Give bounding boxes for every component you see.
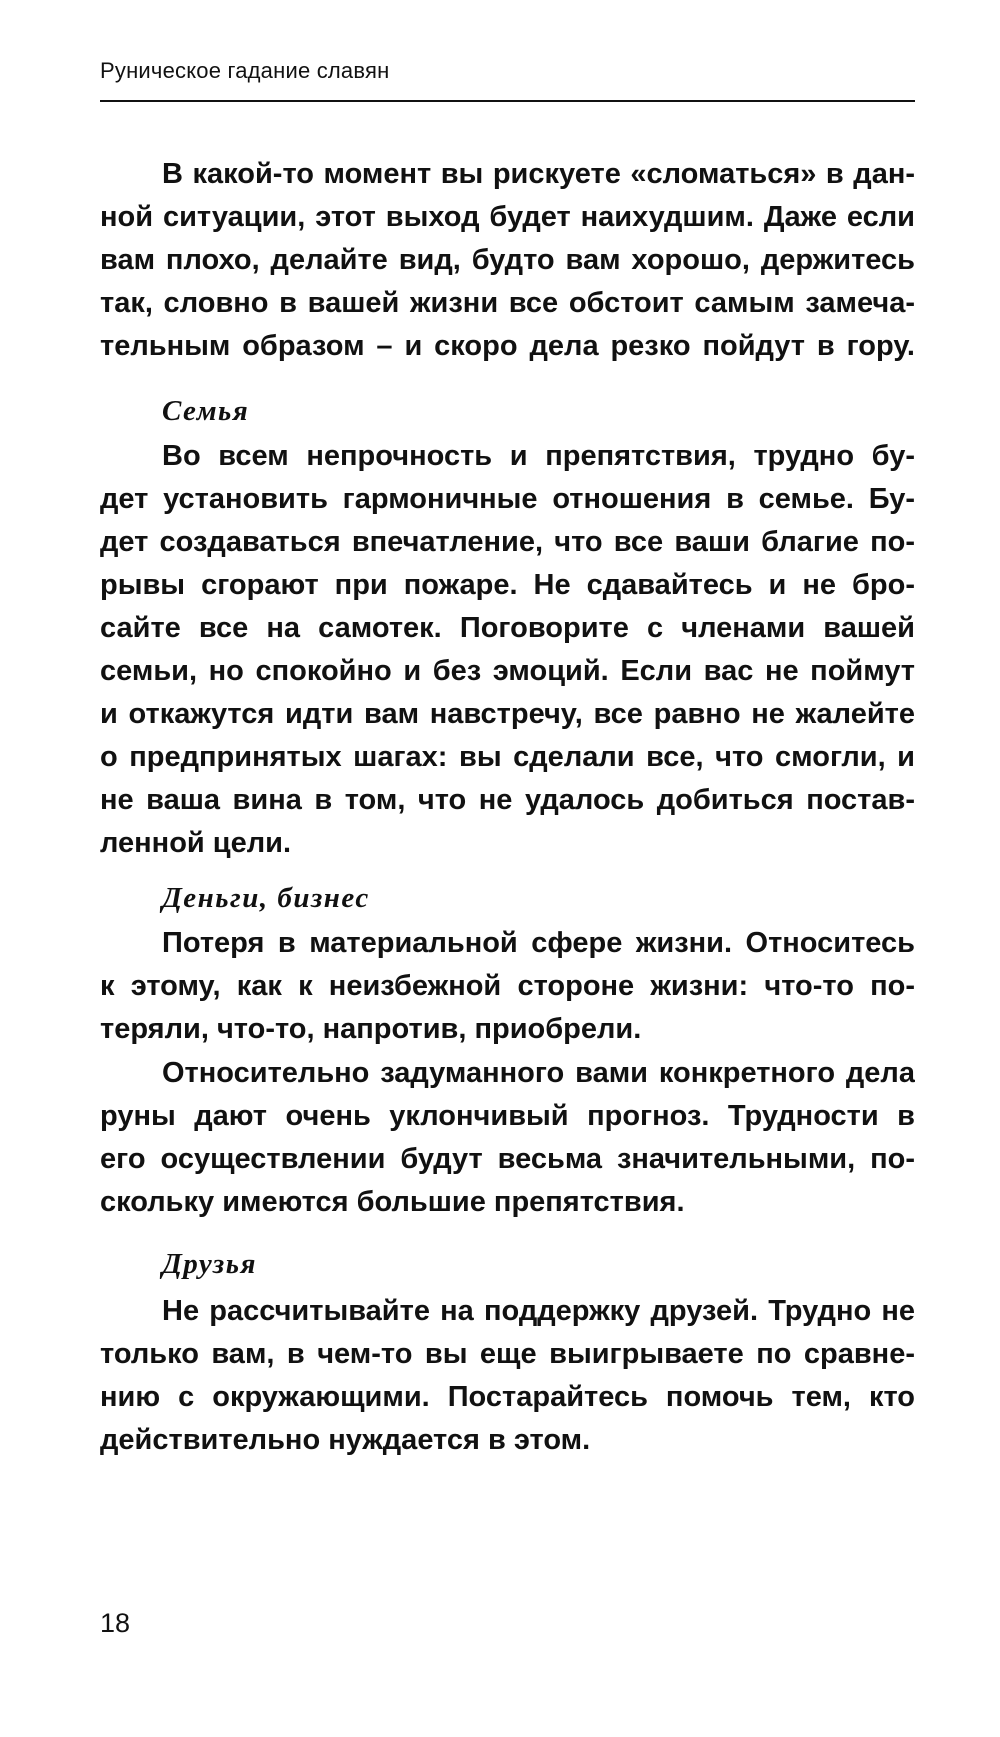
text-line: действительно нуждается в этом. xyxy=(100,1424,591,1456)
text-line: не ваша вина в том, что не удалось добиться постав- xyxy=(100,784,915,816)
text-line: дет установить гармоничные отношения в семье. Бу- xyxy=(100,483,915,515)
text-line: и откажутся идти вам навстречу, все равно не жалейте xyxy=(100,698,915,730)
intro-paragraph xyxy=(100,153,915,368)
text-line: Во всем непрочность и препятствия, трудно бу- xyxy=(162,440,915,472)
text-line: рывы сгорают при пожаре. Не сдавайтесь и не бро- xyxy=(100,569,915,601)
text-line: теряли, что-то, напротив, приобрели. xyxy=(100,1013,642,1045)
text-line: В какой-то момент вы рискуете «сломаться» в дан- xyxy=(162,158,915,190)
text-line: нию с окружающими. Постарайтесь помочь тем, кто xyxy=(100,1381,915,1413)
text-line: сайте все на самотек. Поговорите с членами вашей xyxy=(100,612,915,644)
text-line: Потеря в материальной сфере жизни. Относитесь xyxy=(162,927,915,959)
header-rule xyxy=(100,100,915,102)
text-line: к этому, как к неизбежной стороне жизни: что-то по- xyxy=(100,970,915,1002)
text-line: только вам, в чем-то вы еще выигрываете по сравне- xyxy=(100,1338,915,1370)
text-line: ной ситуации, этот выход будет наихудшим. Даже если xyxy=(100,201,915,233)
text-line: дет создаваться впечатление, что все ваши благие по- xyxy=(100,526,915,558)
text-line: ленной цели. xyxy=(100,827,292,859)
running-head: Руническое гадание славян xyxy=(100,58,390,83)
family-paragraph xyxy=(100,435,915,865)
text-line: его осуществлении будут весьма значительными, по- xyxy=(100,1143,915,1175)
section-heading-friends: Друзья xyxy=(162,1248,257,1280)
section-heading-money-business: Деньги, бизнес xyxy=(162,882,370,914)
text-line: вам плохо, делайте вид, будто вам хорошо, держитесь xyxy=(100,244,915,276)
friends-paragraph xyxy=(100,1290,915,1462)
text-line: тельным образом – и скоро дела резко пойдут в гору. xyxy=(100,330,915,362)
section-heading-family: Семья xyxy=(162,395,250,427)
money-paragraph-1 xyxy=(100,922,915,1051)
text-line: скольку имеются большие препятствия. xyxy=(100,1186,685,1218)
money-paragraph-2 xyxy=(100,1052,915,1224)
text-line: семьи, но спокойно и без эмоций. Если вас не поймут xyxy=(100,655,915,687)
text-line: Не рассчитывайте на поддержку друзей. Трудно не xyxy=(162,1295,915,1327)
text-line: руны дают очень уклончивый прогноз. Трудности в xyxy=(100,1100,915,1132)
text-line: о предпринятых шагах: вы сделали все, что смогли, и xyxy=(100,741,915,773)
page-number: 18 xyxy=(100,1608,131,1638)
text-line: Относительно задуманного вами конкретного дела xyxy=(162,1057,915,1089)
text-line: так, словно в вашей жизни все обстоит самым замеча- xyxy=(100,287,915,319)
